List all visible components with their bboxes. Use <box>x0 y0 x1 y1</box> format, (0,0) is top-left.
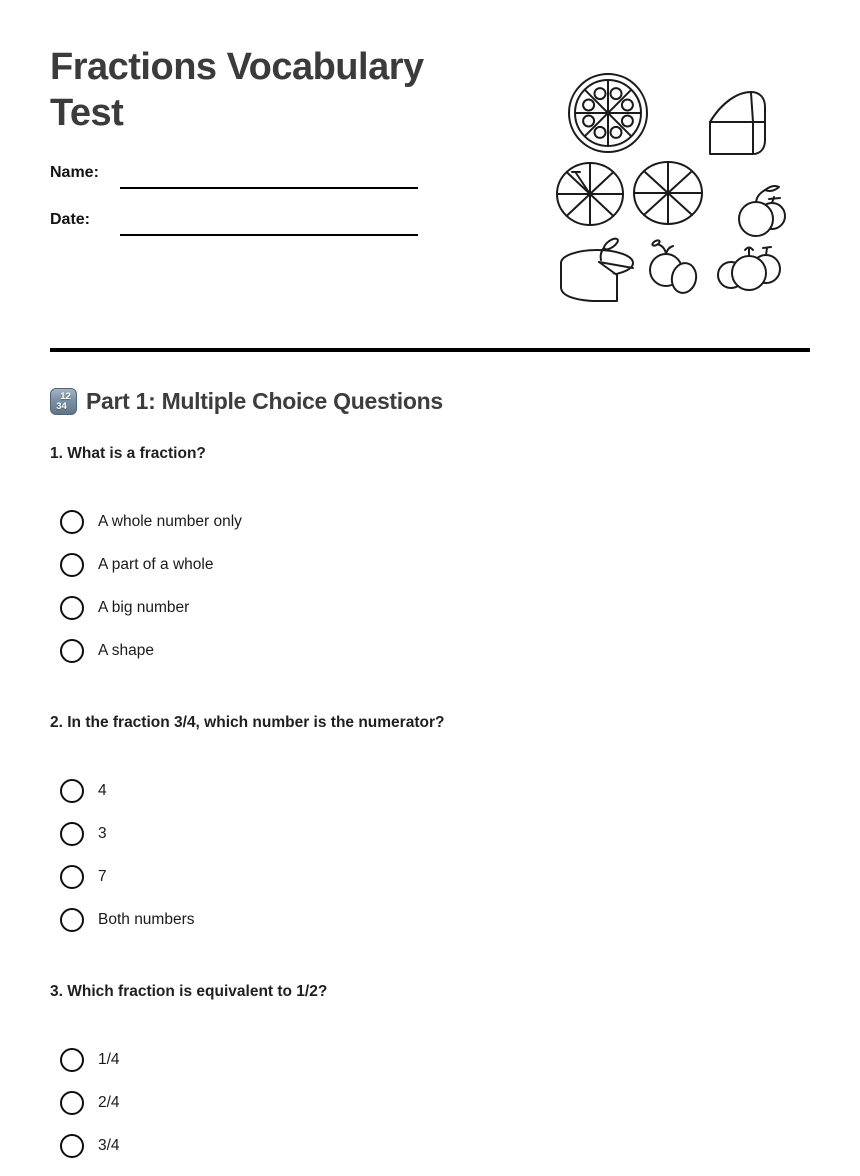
section-divider <box>50 348 810 352</box>
name-field-label: Name: <box>50 164 99 181</box>
radio-button[interactable] <box>60 1091 84 1115</box>
option-label: A big number <box>98 599 190 616</box>
part1-heading-title: Part 1: Multiple Choice Questions <box>86 388 443 414</box>
page-title: Fractions Vocabulary Test <box>50 46 424 134</box>
cut-cake-drawing <box>561 237 633 301</box>
question-3-text: 3. Which fraction is equivalent to 1/2? <box>50 983 328 1000</box>
question-3-option-1[interactable] <box>60 1047 750 1073</box>
radio-button[interactable] <box>60 822 84 846</box>
question-1 <box>50 444 750 681</box>
radio-button[interactable] <box>60 510 84 534</box>
radio-button[interactable] <box>60 1048 84 1072</box>
question-1-option-2[interactable] <box>60 552 750 578</box>
date-field-label: Date: <box>50 211 91 228</box>
question-1-text: 1. What is a fraction? <box>50 445 206 462</box>
question-2-option-3[interactable] <box>60 864 750 890</box>
radio-button[interactable] <box>60 639 84 663</box>
question-3-option-2[interactable] <box>60 1090 750 1116</box>
question-1-option-3[interactable] <box>60 595 750 621</box>
pizza-drawing <box>569 74 647 152</box>
two-apples-drawing <box>739 186 785 236</box>
option-label: A whole number only <box>98 513 242 530</box>
radio-button[interactable] <box>60 1134 84 1158</box>
question-2 <box>50 713 750 950</box>
input-numbers-icon <box>50 388 77 415</box>
question-2-option-2[interactable] <box>60 821 750 847</box>
fractions-clipart-image <box>550 60 802 304</box>
radio-button[interactable] <box>60 865 84 889</box>
radio-button[interactable] <box>60 553 84 577</box>
option-label: 1/4 <box>98 1051 120 1068</box>
question-2-option-4[interactable] <box>60 907 750 933</box>
radio-button[interactable] <box>60 908 84 932</box>
pumpkins-drawing <box>718 247 780 290</box>
question-3-option-3[interactable] <box>60 1133 750 1159</box>
input-numbers-icon-top: 12 <box>60 390 71 402</box>
option-label: 3 <box>98 825 107 842</box>
option-label: Both numbers <box>98 911 195 928</box>
cake-wedge-drawing <box>710 92 765 154</box>
apple-plum-drawing <box>650 239 699 295</box>
question-1-option-1[interactable] <box>60 509 750 535</box>
circle-eighths-drawing <box>634 162 702 224</box>
option-label: A part of a whole <box>98 556 214 573</box>
option-label: 7 <box>98 868 107 885</box>
input-numbers-icon-bottom: 34 <box>56 400 67 412</box>
option-label: 2/4 <box>98 1094 120 1111</box>
radio-button[interactable] <box>60 596 84 620</box>
part1-heading <box>50 388 443 415</box>
question-3 <box>50 982 750 1176</box>
name-field-input-line[interactable] <box>120 187 418 189</box>
pie-with-knife-drawing <box>557 163 623 225</box>
question-1-option-4[interactable] <box>60 638 750 664</box>
question-2-text: 2. In the fraction 3/4, which number is the numerator? <box>50 714 445 731</box>
option-label: 3/4 <box>98 1137 120 1154</box>
option-label: A shape <box>98 642 155 659</box>
option-label: 4 <box>98 782 107 799</box>
date-field-input-line[interactable] <box>120 234 418 236</box>
radio-button[interactable] <box>60 779 84 803</box>
question-2-option-1[interactable] <box>60 778 750 804</box>
